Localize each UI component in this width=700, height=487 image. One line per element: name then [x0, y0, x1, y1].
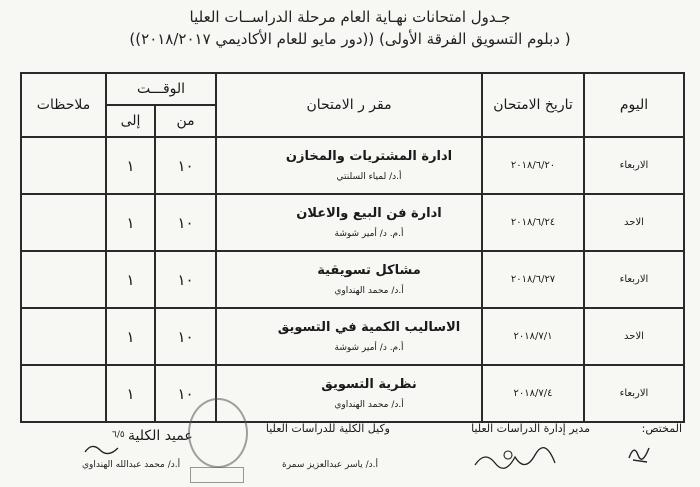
row-subject — [216, 137, 482, 194]
row-to: ١ — [106, 137, 155, 194]
table-row — [21, 308, 684, 365]
row-date: ٢٠١٨/٧/١ — [482, 308, 584, 365]
professor-name: أ.د/ محمد الهنداوي — [334, 286, 404, 296]
row-from: ١٠ — [155, 194, 216, 251]
header-notes: ملاحظات — [21, 73, 106, 137]
seal-label — [190, 467, 244, 483]
row-to: ١ — [106, 251, 155, 308]
professor-name: أ.م. د/ أمير شوشة — [334, 229, 404, 239]
header-to: إلى — [106, 105, 155, 137]
row-subject — [216, 308, 482, 365]
header-date: تاريخ الامتحان — [482, 73, 584, 137]
row-notes — [21, 308, 106, 365]
manager-signature — [470, 445, 560, 477]
specialist-label: المختص: — [641, 422, 682, 435]
vice-dean-title: وكيل الكلية للدراسات العليا — [265, 422, 390, 435]
dean-title: عميد الكلية — [128, 428, 193, 444]
specialist-signature — [625, 440, 655, 465]
row-day: الاربعاء — [584, 365, 684, 422]
vice-dean-name: أ.د/ ياسر عبدالعزيز سمرة — [282, 460, 378, 470]
row-date: ٢٠١٨/٦/٢٠ — [482, 137, 584, 194]
table-row — [21, 137, 684, 194]
college-seal — [188, 398, 248, 468]
subject-name: ادارة المشتريات والمخازن — [285, 149, 453, 164]
professor-name: أ.د/ محمد الهنداوي — [334, 400, 404, 410]
subject-name: مشاكل تسويقية — [317, 263, 421, 278]
schedule-title: جـدول امتحانات نهـاية العام مرحلة الدراســات العليا — [189, 8, 511, 26]
header-time: الوقـــت — [106, 73, 216, 105]
subject-name: الاساليب الكمية في التسويق — [277, 320, 461, 335]
header-day: اليوم — [584, 73, 684, 137]
row-day: الاحد — [584, 194, 684, 251]
table-row — [21, 251, 684, 308]
row-date: ٢٠١٨/٦/٢٤ — [482, 194, 584, 251]
subject-name: نظرية التسويق — [321, 377, 417, 392]
grad-studies-manager: مدير إدارة الدراسات العليا — [471, 422, 590, 435]
header-subject: مقر ر الامتحان — [216, 73, 482, 137]
dean-name: أ.د/ محمد عبدالله الهنداوي — [82, 460, 181, 470]
subject-name: ادارة فن البيع والاعلان — [296, 206, 442, 221]
row-day: الاحد — [584, 308, 684, 365]
row-notes — [21, 194, 106, 251]
row-notes — [21, 365, 106, 422]
dean-signature-date: ٦/٥ — [112, 430, 125, 440]
row-notes — [21, 251, 106, 308]
dean-signature — [82, 440, 122, 460]
row-subject — [216, 251, 482, 308]
table-row — [21, 365, 684, 422]
row-subject — [216, 194, 482, 251]
row-to: ١ — [106, 308, 155, 365]
row-day: الاربعاء — [584, 137, 684, 194]
row-to: ١ — [106, 194, 155, 251]
row-subject — [216, 365, 482, 422]
exam-schedule-table — [20, 72, 685, 423]
schedule-subtitle: ( دبلوم التسويق الفرقة الأولى) ((دور مايو للعام الأكاديمي ٢٠١٨/٢٠١٧)) — [129, 30, 571, 48]
row-from: ١٠ — [155, 308, 216, 365]
row-day: الاربعاء — [584, 251, 684, 308]
row-date: ٢٠١٨/٦/٢٧ — [482, 251, 584, 308]
table-row — [21, 194, 684, 251]
row-date: ٢٠١٨/٧/٤ — [482, 365, 584, 422]
professor-name: أ.م. د/ أمير شوشة — [334, 343, 404, 353]
professor-name: أ.د/ لمياء السلنتي — [336, 172, 402, 182]
header-from: من — [155, 105, 216, 137]
row-from: ١٠ — [155, 137, 216, 194]
row-from: ١٠ — [155, 251, 216, 308]
row-to: ١ — [106, 365, 155, 422]
row-notes — [21, 137, 106, 194]
row-from: ١٠ — [155, 365, 216, 422]
